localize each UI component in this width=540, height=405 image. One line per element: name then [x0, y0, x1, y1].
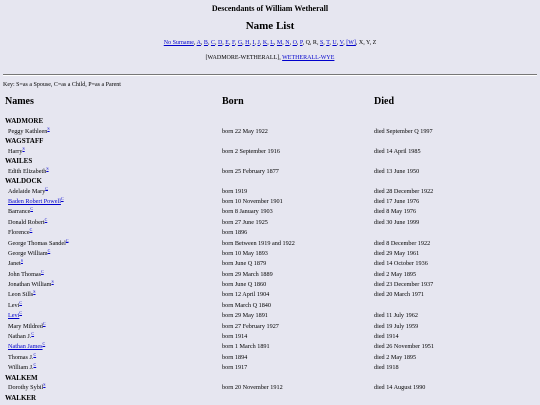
person-name-cell [8, 207, 33, 217]
person-row [0, 383, 540, 393]
person-name: George William [8, 249, 48, 257]
born-date: born 25 February 1877 [222, 167, 279, 175]
divider [3, 74, 537, 76]
person-name-cell [8, 270, 44, 280]
person-name: George Thomas Sandel [8, 239, 66, 247]
died-date: died 26 November 1951 [374, 343, 434, 351]
alpha-separator: , [249, 40, 253, 46]
current-range: [WADMORE-WETHERALL] [205, 55, 280, 61]
person-row [0, 322, 540, 332]
person-row [0, 270, 540, 280]
born-date: born 20 November 1912 [222, 384, 283, 392]
person-name-cell [8, 383, 45, 393]
surname-heading: WADMORE [5, 117, 44, 125]
person-row [0, 342, 540, 352]
alpha-link[interactable]: F [231, 40, 235, 46]
born-date: born 27 June 1925 [222, 218, 268, 226]
range-separator: , [279, 55, 283, 61]
role-link[interactable]: C [45, 185, 48, 191]
role-link[interactable]: C [19, 299, 23, 305]
site-title: Descendants of William Wetherall [211, 4, 329, 13]
role-link[interactable]: C [33, 351, 37, 357]
role-link[interactable]: S [20, 258, 23, 264]
role-link[interactable]: S [43, 382, 46, 388]
alpha-link[interactable]: H [245, 40, 250, 46]
person-name: Barrance [8, 208, 31, 216]
alpha-separator: , [222, 40, 226, 46]
alpha-link[interactable]: I [252, 40, 255, 46]
role-link[interactable]: C [41, 268, 44, 274]
died-date: died 11 July 1962 [374, 312, 418, 320]
alpha-separator: , [289, 40, 293, 46]
name-list [0, 117, 540, 403]
person-row [0, 127, 540, 137]
person-name: Peggy Kathleen [8, 127, 48, 135]
alpha-separator: , [267, 40, 271, 46]
person-name: Edith Elizabeth [8, 167, 47, 175]
died-date: died 8 December 1922 [374, 239, 431, 247]
person-row [0, 280, 540, 290]
died-date: died 30 June 1999 [374, 218, 420, 226]
role-link[interactable]: C [65, 237, 69, 243]
died-date: died 14 August 1990 [374, 384, 426, 392]
born-date: born 12 April 1904 [222, 291, 270, 299]
surname-heading: WAGSTAFF [5, 136, 44, 145]
person-name-cell [8, 363, 36, 373]
person-name: Leon Sills [8, 291, 34, 299]
born-date: born June Q 1860 [222, 281, 267, 289]
person-row [0, 301, 540, 311]
role-link[interactable]: C [42, 320, 46, 326]
alpha-link[interactable]: A [196, 40, 201, 46]
person-name: Nathan J. [8, 333, 32, 341]
alpha-separator: , [329, 40, 333, 46]
person-row [0, 311, 540, 321]
alpha-link[interactable]: V [339, 40, 344, 46]
person-name-cell [8, 167, 49, 177]
next-range-link[interactable]: WETHERALL-WYE [282, 55, 335, 61]
born-date: born 29 March 1889 [222, 270, 273, 278]
alpha-separator: , [282, 40, 286, 46]
alpha-separator: , [363, 40, 367, 46]
person-name[interactable]: Nathan James [8, 343, 43, 351]
born-date: born 1917 [222, 364, 248, 372]
alpha-link[interactable]: [W] [346, 40, 356, 46]
person-name-cell [8, 249, 50, 259]
alpha-link: Z [372, 40, 377, 46]
died-date: died 13 June 1950 [374, 167, 420, 175]
alpha-separator: , [343, 40, 347, 46]
person-row [0, 197, 540, 207]
alpha-link: R [312, 40, 317, 46]
person-row [0, 187, 540, 197]
born-date: born 1 March 1891 [222, 343, 270, 351]
alpha-separator: , [323, 40, 327, 46]
born-date: born March Q 1840 [222, 301, 271, 309]
person-row [0, 147, 540, 157]
person-row [0, 363, 540, 373]
alpha-link[interactable]: O [292, 40, 297, 46]
alpha-link: X [358, 40, 364, 46]
role-link[interactable]: C [42, 341, 46, 347]
died-date: died 23 December 1937 [374, 281, 434, 289]
born-date: born 8 January 1903 [222, 208, 273, 216]
died-date: died 8 May 1976 [374, 208, 417, 216]
born-date: born 1914 [222, 333, 248, 341]
died-date: died 29 May 1961 [374, 249, 420, 257]
person-name-cell [8, 127, 50, 137]
died-date: died 17 June 1976 [374, 197, 420, 205]
alpha-link[interactable]: J [257, 40, 260, 46]
person-name: Adelaide Mary [8, 187, 46, 195]
born-date: born 29 May 1891 [222, 312, 268, 320]
alpha-separator: , [355, 40, 359, 46]
alphabet-nav [0, 40, 540, 46]
person-name-cell [8, 228, 32, 238]
person-name: Donald Robert [8, 218, 45, 226]
died-date: died 28 December 1922 [374, 187, 434, 195]
alpha-link: Y [366, 40, 370, 46]
died-date: died September Q 1997 [374, 127, 433, 135]
person-name-cell [8, 322, 46, 332]
alpha-link[interactable]: U [332, 40, 337, 46]
alpha-separator: , [234, 40, 238, 46]
person-name: Mary Mildred [8, 322, 43, 330]
born-date: born 1919 [222, 187, 248, 195]
person-name: Thomas J. [8, 353, 34, 361]
alpha-separator: , [207, 40, 211, 46]
alpha-link[interactable]: N [285, 40, 290, 46]
person-row [0, 249, 540, 259]
person-name[interactable]: Levi [8, 312, 20, 320]
person-row [0, 228, 540, 238]
person-row [0, 259, 540, 269]
role-link[interactable]: S [33, 289, 36, 295]
alpha-separator: , [316, 40, 320, 46]
role-link[interactable]: S [22, 145, 25, 151]
died-date: died 2 May 1895 [374, 270, 417, 278]
column-header-died: Died [374, 96, 394, 107]
born-date: born Between 1919 and 1922 [222, 239, 295, 247]
role-link[interactable]: C [44, 216, 48, 222]
person-name: William J. [8, 364, 34, 372]
alpha-link[interactable]: L [270, 40, 274, 46]
died-date: died 19 July 1959 [374, 322, 419, 330]
alpha-link[interactable]: G [237, 40, 243, 46]
role-link[interactable]: S [47, 125, 50, 131]
born-date: born 22 May 1922 [222, 127, 268, 135]
alpha-separator: , [193, 40, 197, 46]
person-name-cell [8, 280, 54, 290]
alpha-separator: , [259, 40, 263, 46]
born-date: born 1896 [222, 229, 248, 237]
alpha-separator: , [242, 40, 246, 46]
person-name-cell [8, 187, 48, 197]
role-link[interactable]: C [31, 330, 35, 336]
person-name-cell [8, 239, 69, 249]
alpha-separator: , [200, 40, 204, 46]
role-link[interactable]: C [29, 227, 33, 233]
person-name-cell [8, 259, 23, 269]
role-link[interactable]: C [33, 362, 37, 368]
alpha-separator: , [214, 40, 218, 46]
alpha-separator: , [296, 40, 300, 46]
died-date: died 1914 [374, 333, 399, 341]
person-name: Janet [8, 260, 21, 268]
alpha-link[interactable]: K [262, 40, 268, 46]
person-name: Levi [8, 301, 20, 309]
alpha-separator: , [302, 40, 306, 46]
born-date: born 1894 [222, 353, 248, 361]
surname-heading: WAILES [5, 156, 33, 165]
alpha-link[interactable]: B [203, 40, 208, 46]
born-date: born 10 May 1893 [222, 249, 268, 257]
born-date: born 10 November 1901 [222, 197, 283, 205]
died-date: died 20 March 1971 [374, 291, 425, 299]
person-row [0, 290, 540, 300]
role-link[interactable]: C [47, 247, 51, 253]
key-legend: Key: S=as a Spouse, C=as a Child, P=as a Parent [3, 82, 121, 88]
alpha-link[interactable]: E [225, 40, 229, 46]
person-name: John Thomas [8, 270, 42, 278]
died-date: died 2 May 1895 [374, 353, 417, 361]
role-link[interactable]: C [19, 310, 23, 316]
surname-heading: WALKEM [5, 373, 38, 382]
died-date: died 1918 [374, 364, 399, 372]
person-row [0, 207, 540, 217]
alpha-link[interactable]: S [319, 40, 324, 46]
born-date: born June Q 1879 [222, 260, 267, 268]
person-name[interactable]: Baden Robert Powell [8, 197, 61, 205]
alpha-separator: , [336, 40, 340, 46]
role-link[interactable]: C [30, 206, 33, 212]
person-name-cell [8, 342, 45, 352]
person-row [0, 218, 540, 228]
person-name-cell [8, 332, 34, 342]
person-row [0, 353, 540, 363]
person-name-cell [8, 147, 25, 157]
surname-heading: WALDOCK [5, 176, 42, 185]
alpha-link[interactable]: T [326, 40, 330, 46]
person-name: Harry [8, 147, 23, 155]
alpha-link[interactable]: No Surname [163, 40, 194, 46]
person-name: Jonathan William [8, 281, 52, 289]
person-row [0, 167, 540, 177]
person-row [0, 239, 540, 249]
role-link[interactable]: S [51, 279, 54, 284]
alpha-separator: , [369, 40, 373, 46]
range-nav [0, 55, 540, 61]
alpha-separator: , [309, 40, 313, 46]
role-link[interactable]: S [46, 165, 49, 171]
died-date: died 14 April 1985 [374, 147, 421, 155]
person-row [0, 332, 540, 342]
born-date: born 27 February 1927 [222, 322, 279, 330]
person-name-cell [8, 197, 64, 207]
surname-heading: WALKER [5, 393, 37, 402]
alpha-link: Q [305, 40, 310, 46]
alpha-separator: , [254, 40, 258, 46]
person-name-cell [8, 353, 36, 363]
alpha-separator: , [273, 40, 277, 46]
alpha-link[interactable]: D [217, 40, 223, 46]
alpha-link[interactable]: C [210, 40, 215, 46]
role-link[interactable]: C [60, 195, 64, 201]
page-title: Name List [245, 20, 295, 32]
person-name: Dorothy Sybil [8, 384, 44, 392]
alpha-separator: , [228, 40, 232, 46]
person-name-cell [8, 218, 47, 228]
alpha-link[interactable]: M [276, 40, 283, 46]
died-date: died 14 October 1936 [374, 260, 428, 268]
person-name-cell [8, 311, 22, 321]
born-date: born 2 September 1916 [222, 147, 280, 155]
column-header-born: Born [222, 96, 244, 107]
column-header-names: Names [5, 96, 34, 107]
person-name: Florence [8, 229, 30, 237]
alpha-link[interactable]: P [299, 40, 303, 46]
